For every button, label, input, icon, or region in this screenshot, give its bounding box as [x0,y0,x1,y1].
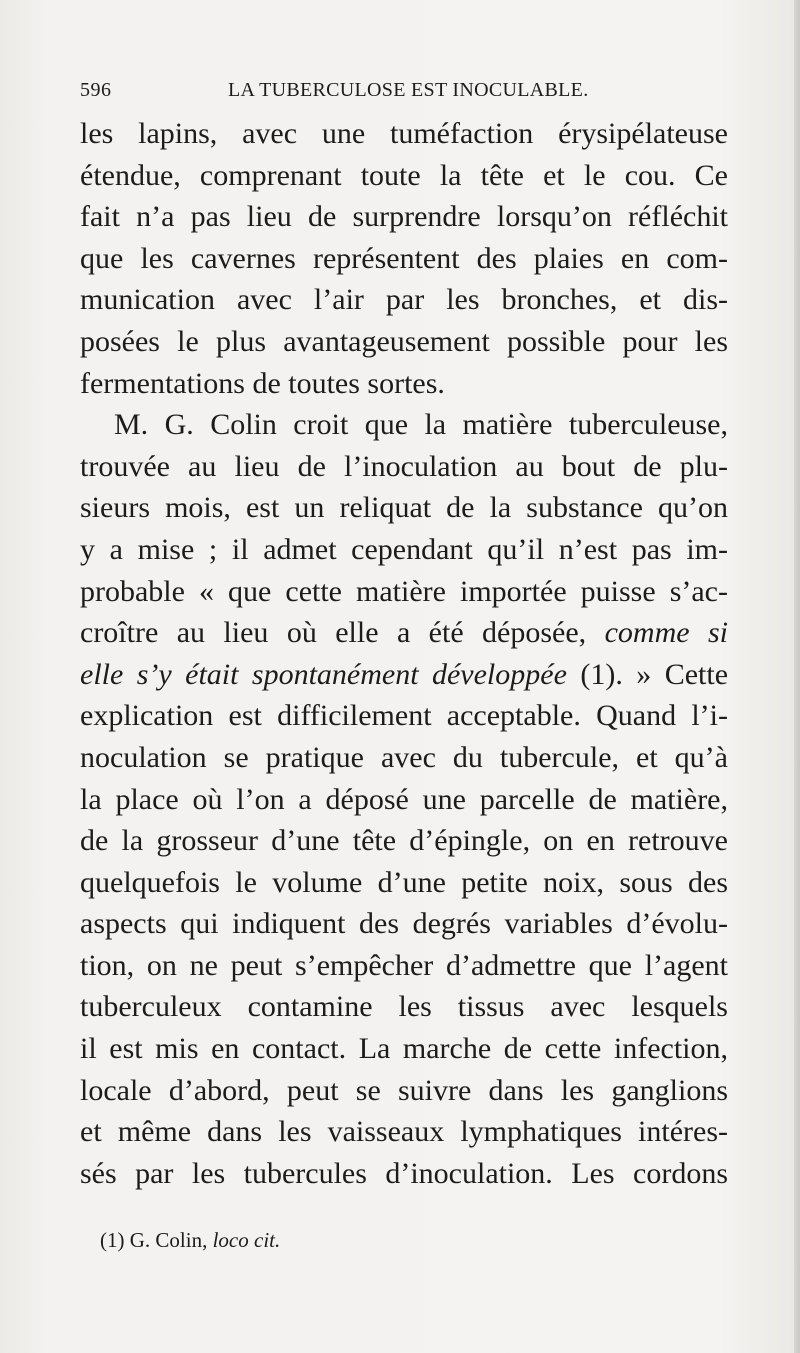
text-line: la place où l’on a déposé une parcelle de matière, [80,782,728,816]
text-line: posées le plus avantageusement possible pour les [80,324,728,358]
italic-quote: comme si [604,616,728,650]
footnote [100,1228,280,1253]
running-head [80,79,740,107]
footnote-reference: loco cit. [212,1228,281,1252]
text-line: locale d’abord, peut se suivre dans les ganglions [80,1073,728,1107]
text-line: aspects qui indiquent des degrés variables d’évolu- [80,907,728,941]
text-line: quelquefois le volume d’une petite noix, sous des [80,865,728,899]
text-line: de la grosseur d’une tête d’épingle, on en retrouve [80,824,728,858]
text-line: y a mise ; il admet cependant qu’il n’est pas im- [80,532,728,566]
text-line: explication est difficilement acceptable. Quand l’i- [80,699,728,733]
text-line: tuberculeux contamine les tissus avec lesquels [80,990,728,1024]
footnote-author: G. Colin, [129,1228,208,1252]
text-line: elle s’y était spontanément développée (1). » Cette [80,657,728,691]
running-title: LA TUBERCULOSE EST INOCULABLE. [228,79,589,101]
text-line: probable « que cette matière importée puisse s’ac- [80,574,728,608]
text-line: trouvée au lieu de l’inoculation au bout de plu- [80,449,728,483]
paragraph-start-line: M. G. Colin croit que la matière tuberculeuse, [114,408,728,442]
text-line: sieurs mois, est un reliquat de la substance qu’on [80,491,728,525]
text-line: munication avec l’air par les bronches, et dis- [80,283,728,317]
text-line: sés par les tubercules d’inoculation. Les cordons [80,1156,728,1190]
page-edge-shadow [794,0,800,1353]
text-line: croître au lieu où elle a été déposée, comme si [80,616,728,650]
text-line: tion, on ne peut s’empêcher d’admettre que l’agent [80,948,728,982]
text-line: fait n’a pas lieu de surprendre lorsqu’on réfléchit [80,200,728,234]
text-line: les lapins, avec une tuméfaction érysipélateuse [80,117,728,150]
text-line: noculation se pratique avec du tubercule, et qu’à [80,740,728,774]
text-line: il est mis en contact. La marche de cette infection, [80,1032,728,1066]
italic-quote: elle s’y était spontanément développée [80,657,567,691]
text-line: et même dans les vaisseaux lymphatiques intéres- [80,1115,728,1149]
footnote-marker: (1) [100,1228,125,1252]
page-number: 596 [80,79,112,101]
body-text [80,113,728,1194]
text-line: étendue, comprenant toute la tête et le cou. Ce [80,158,728,192]
text-line: que les cavernes représentent des plaies en com- [80,241,728,275]
paragraph-end-line: fermentations de toutes sortes. [80,366,445,400]
